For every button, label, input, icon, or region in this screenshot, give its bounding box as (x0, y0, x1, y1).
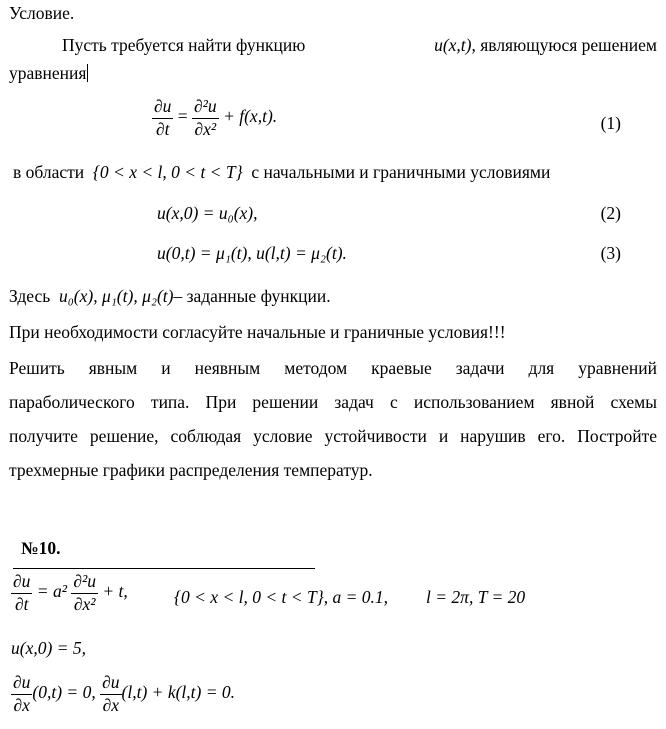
task-line-1: Решить явным и неявным методом краевые задачи для уравнений (9, 358, 657, 378)
equation-1: $\frac{\partial u}{\partial t}$ = $\frac{\text{∂²u}}{\text{∂x²}}$ + f(x,t). (154, 96, 278, 139)
variant-title: №10. (21, 538, 61, 558)
variant-rhs-fraction: $\frac{\text{∂²u}}{\text{∂x²}}$ (73, 571, 96, 614)
bc-fraction-1: $\frac{\partial u}{\partial x}$ (13, 672, 31, 715)
variant-initial-condition: u(x,0) = 5, (11, 638, 86, 658)
consistency-note: При необходимости согласуйте начальные и граничные условия!!! (9, 322, 506, 342)
variant-region: {0 < x < l, 0 < t < T}, a = 0.1, (174, 587, 389, 607)
variant-equation: $\frac{\partial u}{\partial t}$ = a² $\frac{\text{∂²u}}{\text{∂x²}}$ + t, (13, 571, 128, 614)
given-functions-line: Здесь u₀(x), μ₁(t), μ₂(t)– заданные функции. (9, 286, 331, 306)
intro-line-2: уравнения (9, 63, 87, 83)
intro-function: u(x,t) (434, 35, 472, 55)
task-line-2: параболического типа. При решении задач с использованием явной схемы (9, 392, 657, 412)
eq1-lhs-fraction: $\frac{\partial u}{\partial t}$ (154, 96, 172, 139)
bc-fraction-2: $\frac{\partial u}{\partial x}$ (102, 672, 120, 715)
given-functions: u₀(x), μ₁(t), μ₂(t) (58, 286, 174, 306)
intro-text-a: Пусть требуется найти функцию (62, 35, 306, 55)
task-line-3: получите решение, соблюдая условие устойчивости и нарушив его. Постройте (9, 426, 657, 446)
title-underline (13, 568, 315, 569)
equation-2-number: (2) (600, 203, 621, 223)
variant-lhs-fraction: $\frac{\partial u}{\partial t}$ (13, 571, 31, 614)
domain-line: в области {0 < x < l, 0 < t < T} с начальными и граничными условиями (13, 162, 551, 182)
equation-1-number: (1) (600, 113, 621, 133)
equation-3-number: (3) (600, 243, 621, 263)
text-cursor (87, 64, 88, 82)
variant-params: l = 2π, T = 20 (426, 587, 526, 607)
eq1-rhs-fraction: $\frac{\text{∂²u}}{\text{∂x²}}$ (194, 96, 217, 139)
equation-3: u(0,t) = μ₁(t), u(l,t) = μ₂(t). (157, 243, 347, 263)
variant-boundary-conditions: $\frac{\partial u}{\partial x}$ (0,t) = 0, $\frac{\partial u}{\partial x}$ (l,t) + k(l,t) = 0. (13, 672, 236, 715)
equation-2: u(x,0) = u₀(x), (157, 203, 258, 223)
domain-set: {0 < x < l, 0 < t < T} (92, 162, 243, 182)
task-line-4: трехмерные графики распределения температур. (9, 460, 373, 480)
intro-text-b: , являющуюся решением (471, 35, 657, 55)
section-heading: Условие. (9, 3, 75, 23)
intro-line-1 (62, 35, 657, 56)
